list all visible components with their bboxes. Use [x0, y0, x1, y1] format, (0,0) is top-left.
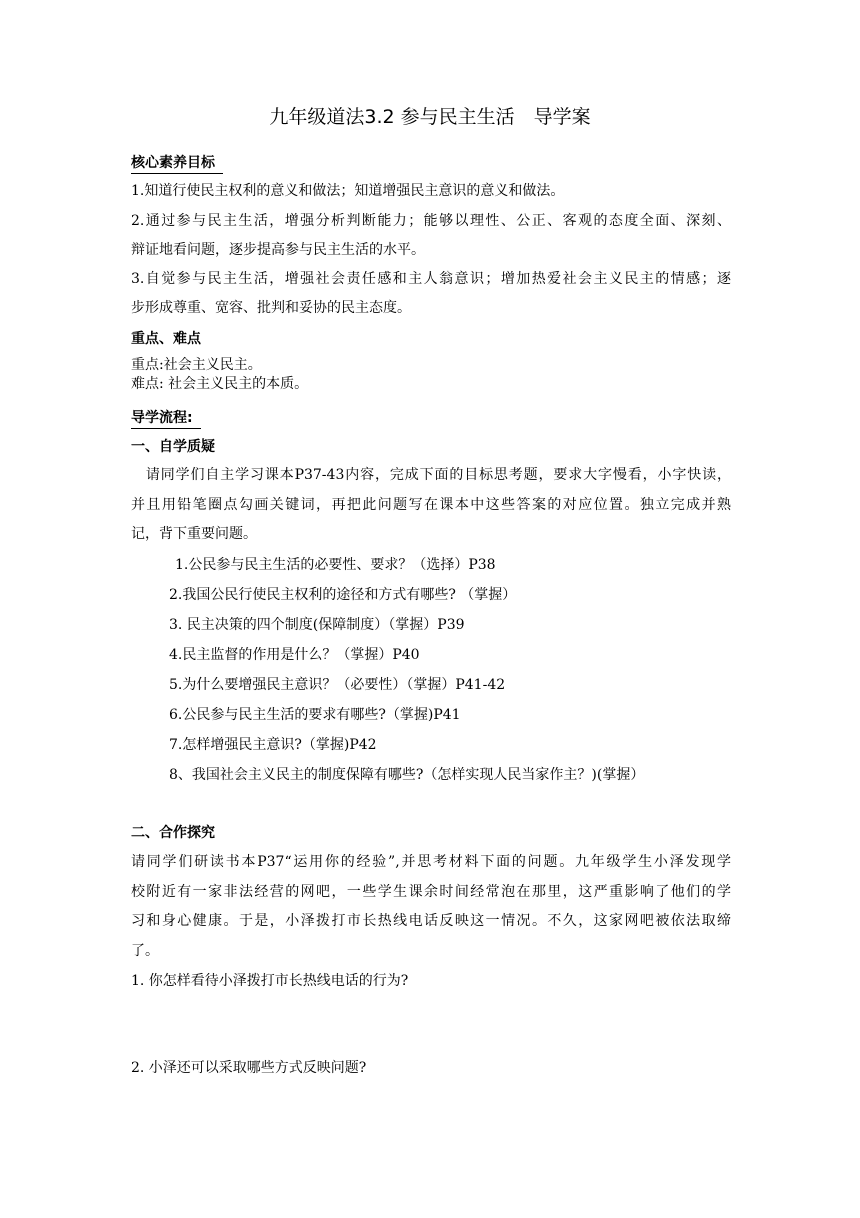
- self-study-question-3: 3. 民主决策的四个制度(保障制度）（掌握）P39: [169, 617, 465, 633]
- process-heading-text: 导学流程:: [131, 408, 201, 429]
- self-study-intro-1: 请同学们自主学习课本P37-43内容，完成下面的目标思考题，要求大字慢看，小字快读，: [131, 467, 731, 483]
- self-study-question-8: 8、我国社会主义民主的制度保障有哪些?（怎样实现人民当家作主？)(掌握）: [169, 767, 645, 783]
- self-study-question-5: 5.为什么要增强民主意识？（必要性）（掌握）P41-42: [169, 677, 506, 693]
- cooperation-text-4: 了。: [131, 943, 159, 959]
- difficult-point: 难点: 社会主义民主的本质。: [131, 376, 309, 392]
- self-study-intro-3: 记，背下重要问题。: [131, 526, 257, 542]
- goals-heading: [131, 152, 731, 174]
- self-study-question-4: 4.民主监督的作用是什么？（掌握）P40: [169, 647, 420, 663]
- cooperation-heading: 二、合作探究: [131, 825, 215, 841]
- document-title: 九年级道法3.2 参与民主生活 导学案: [269, 106, 591, 128]
- self-study-question-1: 1.公民参与民主生活的必要性、要求？（选择）P38: [175, 557, 496, 573]
- goals-heading-text: 核心素养目标: [131, 153, 223, 174]
- process-heading: [131, 407, 731, 429]
- goal-line-1: 1.知道行使民主权利的意义和做法；知道增强民主意识的意义和做法。: [131, 183, 565, 199]
- key-points-heading: 重点、难点: [131, 331, 201, 347]
- self-study-heading: 一、自学质疑: [131, 439, 215, 455]
- self-study-intro-2: 并且用铅笔圈点勾画关键词，再把此问题写在课本中这些答案的对应位置。独立完成并熟: [131, 497, 731, 513]
- cooperation-text-3: 习和身心健康。于是，小泽拨打市长热线电话反映这一情况。不久，这家网吧被依法取缔: [131, 913, 731, 929]
- goal-line-4: 3.自觉参与民主生活，增强社会责任感和主人翁意识；增加热爱社会主义民主的情感；逐: [131, 271, 731, 287]
- goal-line-5: 步形成尊重、宽容、批判和妥协的民主态度。: [131, 300, 411, 316]
- self-study-question-7: 7.怎样增强民主意识?（掌握)P42: [169, 737, 377, 753]
- self-study-question-2: 2.我国公民行使民主权利的途径和方式有哪些? （掌握）: [169, 587, 517, 603]
- goal-line-2: 2.通过参与民主生活，增强分析判断能力；能够以理性、公正、客观的态度全面、深刻、: [131, 213, 731, 229]
- cooperation-question-2: 2. 小泽还可以采取哪些方式反映问题?: [131, 1060, 367, 1076]
- cooperation-question-1: 1. 你怎样看待小泽拨打市长热线电话的行为?: [131, 973, 409, 989]
- self-study-question-6: 6.公民参与民主生活的要求有哪些?（掌握)P41: [169, 707, 461, 723]
- cooperation-text-1: 请同学们研读书本P37“运用你的经验”,并思考材料下面的问题。九年级学生小泽发现学: [131, 854, 731, 870]
- key-point: 重点:社会主义民主。: [131, 357, 262, 373]
- cooperation-text-2: 校附近有一家非法经营的网吧，一些学生课余时间经常泡在那里，这严重影响了他们的学: [131, 884, 731, 900]
- goal-line-3: 辩证地看问题，逐步提高参与民主生活的水平。: [131, 242, 425, 258]
